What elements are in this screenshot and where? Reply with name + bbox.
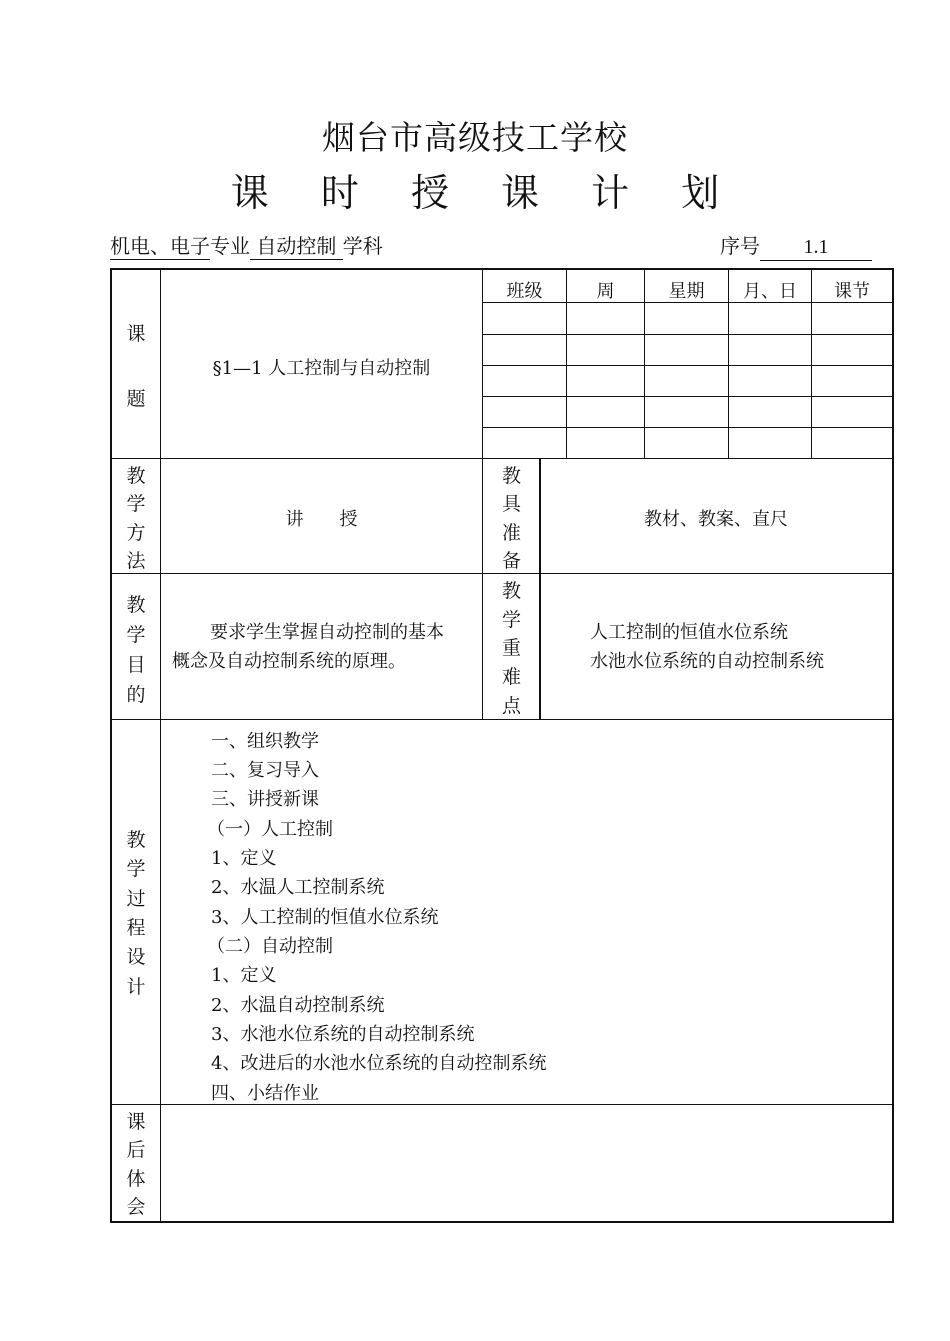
key-difficult-points-text: 人工控制的恒值水位系统 水池水位系统的自动控制系统 <box>590 622 824 672</box>
major-field: 机电、电子 <box>110 234 210 258</box>
topic-title: §1—1 人工控制与自动控制 <box>212 358 431 379</box>
teaching-objective-label: 教 学 目 的 <box>126 593 146 706</box>
process-item: 2、水温自动控制系统 <box>211 995 385 1016</box>
column-divider <box>482 269 483 719</box>
row-divider <box>482 334 893 335</box>
serial-label: 序号 <box>720 234 760 258</box>
row-divider <box>482 427 893 428</box>
major-suffix: 专业 <box>210 234 250 258</box>
row-divider <box>111 719 893 720</box>
subject-line <box>110 230 383 259</box>
post-class-reflection-label: 课 后 体 会 <box>126 1110 146 1219</box>
process-item: 四、小结作业 <box>211 1083 319 1104</box>
schedule-header-weekday: 星期 <box>668 281 705 302</box>
process-item: 3、人工控制的恒值水位系统 <box>211 907 439 928</box>
process-item: （二）自动控制 <box>207 936 333 957</box>
teaching-method-value: 讲 授 <box>285 509 358 530</box>
row-divider <box>482 396 893 397</box>
schedule-header-date: 月、日 <box>743 281 797 302</box>
key-difficult-points-label: 教 学 重 难 点 <box>501 579 521 718</box>
process-item: 4、改进后的水池水位系统的自动控制系统 <box>211 1053 547 1074</box>
school-name: 烟台市高级技工学校 <box>322 118 628 157</box>
teaching-tools-label: 教 具 准 备 <box>501 464 521 573</box>
column-divider <box>539 459 541 719</box>
process-item: 二、复习导入 <box>211 760 319 781</box>
row-divider <box>482 365 893 366</box>
process-item: 三、讲授新课 <box>211 789 319 810</box>
teaching-objective-text: 要求学生掌握自动控制的基本 概念及自动控制系统的原理。 <box>172 622 444 672</box>
teaching-method-label: 教 学 方 法 <box>126 464 146 573</box>
process-item: （一）人工控制 <box>207 819 333 840</box>
serial-line <box>720 230 872 261</box>
schedule-header-period: 课节 <box>834 281 870 302</box>
row-divider <box>111 458 893 459</box>
document-title: 课 时 授 课 计 划 <box>230 171 740 215</box>
subject-suffix: 学科 <box>342 234 383 258</box>
serial-field: 1.1 <box>760 236 872 261</box>
column-divider <box>160 269 161 1222</box>
process-item: 1、定义 <box>211 965 277 986</box>
process-item: 一、组织教学 <box>211 731 319 752</box>
subject-field: 自动控制 <box>250 234 343 260</box>
teaching-process-label: 教 学 过 程 设 计 <box>126 829 146 998</box>
process-item: 1、定义 <box>211 848 277 869</box>
topic-label: 课 题 <box>126 323 146 410</box>
process-item: 2、水温人工控制系统 <box>211 877 385 898</box>
schedule-header-week: 周 <box>596 281 615 302</box>
teaching-tools-value: 教材、教案、直尺 <box>644 509 788 530</box>
schedule-header-class: 班级 <box>506 281 543 302</box>
process-item: 3、水池水位系统的自动控制系统 <box>211 1024 475 1045</box>
